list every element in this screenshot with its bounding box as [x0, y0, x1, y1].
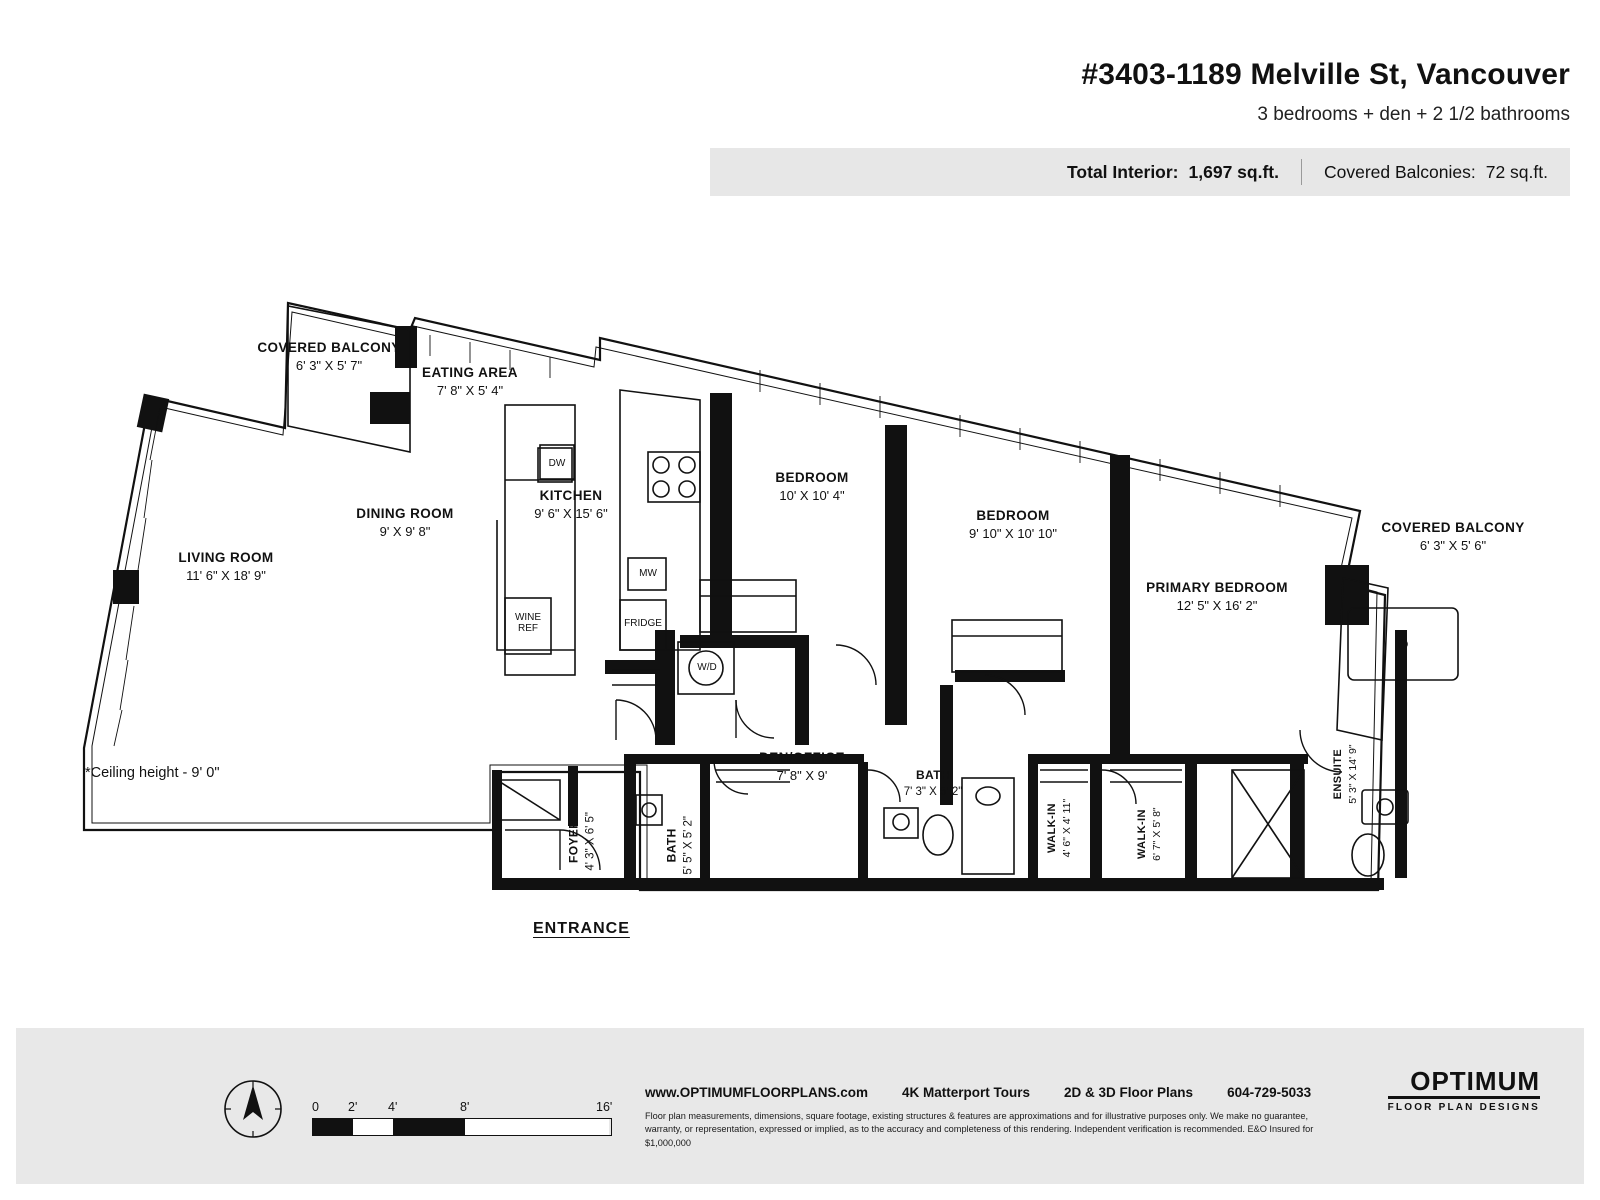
appliance-label-wine-ref: WINE REF: [514, 612, 542, 634]
room-label-ensuite: ENSUITE 5' 3" X 14' 9": [1331, 744, 1360, 804]
ceiling-height-note: *Ceiling height - 9' 0": [85, 765, 220, 781]
room-label-walk-in-1: WALK-IN 4' 6" X 4' 11": [1045, 798, 1074, 858]
appliance-label-dw: DW: [548, 458, 566, 469]
room-label-covered-balcony-right: COVERED BALCONY 6' 3" X 5' 6": [1381, 520, 1525, 554]
appliance-label-mw: MW: [639, 568, 657, 579]
balcony-label: Covered Balconies:: [1323, 161, 1476, 182]
interior-label: Total Interior:: [1067, 161, 1179, 182]
room-label-bedroom-1: BEDROOM 10' X 10' 4": [775, 470, 849, 504]
entrance-label: ENTRANCE: [533, 920, 630, 937]
compass-icon: [222, 1078, 284, 1140]
scale-tick-1: 2': [348, 1100, 358, 1114]
scale-tick-2: 4': [388, 1100, 398, 1114]
page-title: #3403-1189 Melville St, Vancouver: [1081, 58, 1570, 91]
floor-plan-drawing: [0, 230, 1600, 970]
room-label-covered-balcony-left: COVERED BALCONY 6' 3" X 5' 7": [257, 340, 401, 374]
scale-bar: [312, 1100, 612, 1136]
room-label-walk-in-2: WALK-IN 6' 7" X 5' 8": [1135, 807, 1164, 861]
balcony-stat: [1324, 162, 1548, 183]
room-label-bedroom-2: BEDROOM 9' 10" X 10' 10": [969, 508, 1057, 542]
stats-bar: [710, 148, 1570, 196]
logo-line-1: OPTIMUM: [1410, 1066, 1540, 1096]
floor-plan-svg: [0, 230, 1600, 970]
appliance-label-fridge: FRIDGE: [624, 618, 662, 629]
appliance-label-washer-dryer: W/D: [697, 662, 717, 673]
scale-tick-0: 0: [312, 1100, 319, 1114]
stats-divider: [1301, 159, 1302, 185]
room-label-bath-1: BATH 5' 5" X 5' 2": [664, 816, 695, 875]
room-label-dining-room: DINING ROOM 9' X 9' 8": [356, 506, 454, 540]
logo-line-2: FLOOR PLAN DESIGNS: [1387, 1102, 1540, 1113]
page-subtitle: 3 bedrooms + den + 2 1/2 bathrooms: [1257, 104, 1570, 125]
footer-matterport: 4K Matterport Tours: [902, 1085, 1031, 1100]
footer-website[interactable]: www.OPTIMUMFLOORPLANS.com: [645, 1085, 869, 1100]
interior-value: 1,697 sq.ft.: [1188, 161, 1279, 182]
footer-plans: 2D & 3D Floor Plans: [1064, 1085, 1194, 1100]
room-label-foyer: FOYER 4' 3" X 6' 5": [566, 812, 597, 871]
scale-tick-3: 8': [460, 1100, 470, 1114]
scale-tick-labels: [312, 1100, 612, 1116]
header: [710, 58, 1570, 196]
room-label-kitchen: KITCHEN 9' 6" X 15' 6": [534, 488, 608, 522]
interior-stat: [1067, 162, 1279, 183]
scale-bar-graphic: [312, 1118, 612, 1136]
company-logo: [1388, 1068, 1540, 1113]
room-label-den-office: DEN/OFFICE 7' 8" X 9': [759, 750, 845, 784]
footer-phone: 604-729-5033: [1227, 1085, 1312, 1100]
balcony-value: 72 sq.ft.: [1485, 161, 1548, 182]
scale-tick-4: 16': [596, 1100, 613, 1114]
room-label-bath-2: BATH 7' 3" X 5' 2": [903, 768, 963, 798]
room-label-primary-bedroom: PRIMARY BEDROOM 12' 5" X 16' 2": [1146, 580, 1288, 614]
logo-divider: [1388, 1096, 1540, 1099]
room-label-eating-area: EATING AREA 7' 8" X 5' 4": [422, 365, 518, 399]
room-label-living-room: LIVING ROOM 11' 6" X 18' 9": [178, 550, 274, 584]
footer-links: [645, 1085, 1311, 1100]
footer-disclaimer: Floor plan measurements, dimensions, square footage, existing structures & features are approximations and for illustrative purposes only. We make no guarantee, warranty, or representation, expressed or implied, as to the accuracy and completeness of this rendering. Independent verification is recommended. E&O Insured for $1,000,000: [645, 1111, 1314, 1148]
